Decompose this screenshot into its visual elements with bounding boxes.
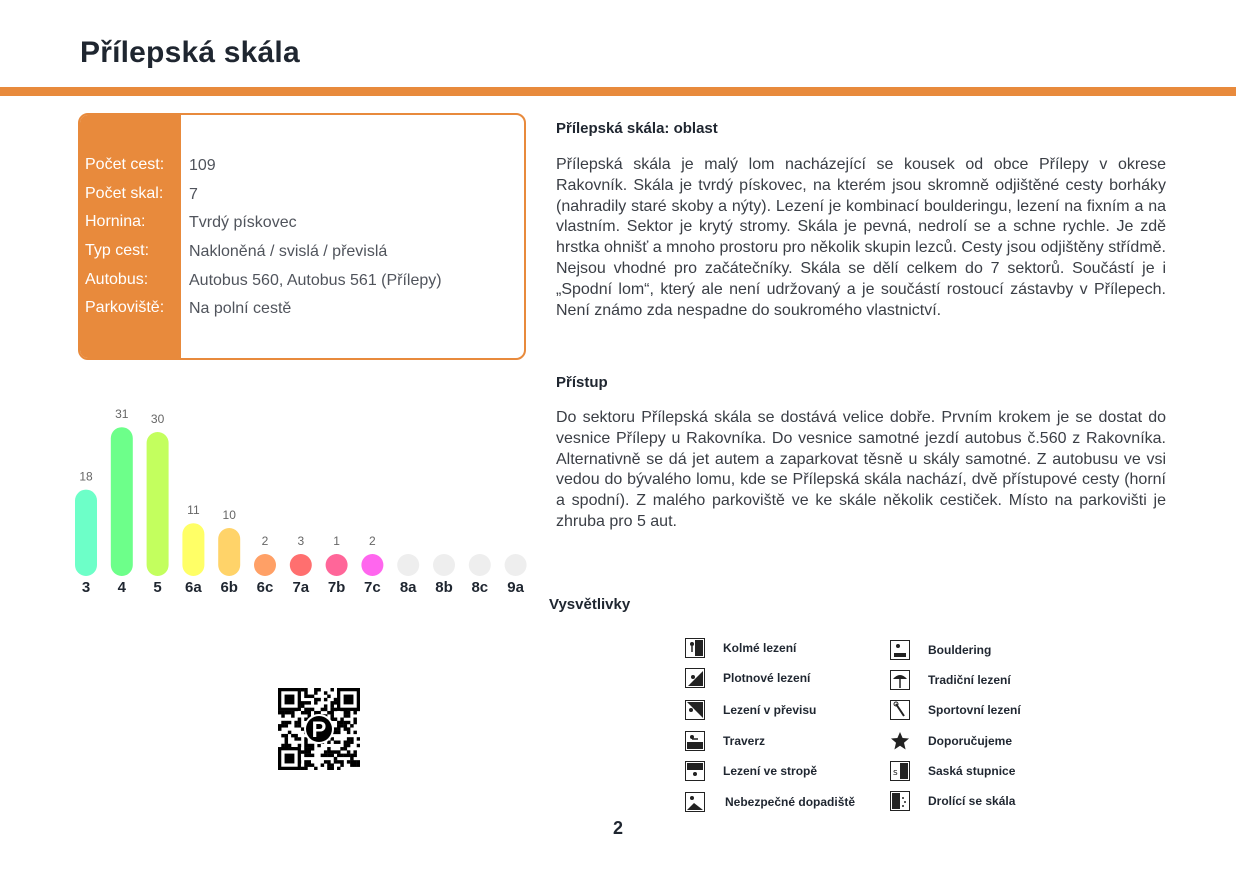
grade-tick-8a: 8a <box>399 579 417 596</box>
grade-bar-7a <box>290 554 312 576</box>
svg-text:s: s <box>893 768 898 778</box>
grade-tick-6b: 6b <box>220 579 238 596</box>
info-row-rock-type <box>80 213 524 237</box>
info-label: Hornina: <box>85 213 146 230</box>
grade-bar-8b <box>433 554 455 576</box>
slab-climbing-icon <box>685 668 705 688</box>
grade-bar-value-6c: 2 <box>261 534 269 548</box>
grade-tick-8b: 8b <box>435 579 453 596</box>
legend-label: Kolmé lezení <box>723 641 797 655</box>
traverse-icon <box>685 731 705 751</box>
header-rule <box>0 87 1236 96</box>
grade-tick-5: 5 <box>153 579 162 596</box>
crumbling-rock-icon <box>890 791 910 811</box>
info-value: 7 <box>189 186 198 203</box>
grade-bar-7b <box>326 554 348 576</box>
star-icon <box>890 731 910 751</box>
grade-bar-6c <box>254 554 276 576</box>
info-row-parking <box>80 299 524 323</box>
dangerous-landing-icon <box>685 792 705 812</box>
grade-distribution-chart <box>60 395 540 605</box>
vertical-climbing-icon <box>685 638 705 658</box>
grade-bar-3 <box>75 490 97 576</box>
sport-climbing-icon <box>890 700 910 720</box>
grade-bar-value-7b: 1 <box>333 534 340 548</box>
qr-code <box>278 688 360 770</box>
grade-bar-value-3: 18 <box>79 469 93 484</box>
area-description: Přílepská skála je malý lom nacházející se kousek od obce Přílepy v okrese Rakovník. Skála je tvrdý pískovec, na kterém jsou skromně odjištěné cesty borháky (nahradily staré skoby a nýty). Lezení je kombinací boulderingu, lezení na fixním a na vlastním. Sektor je krytý stromy. Skála je pevná, nedrolí se a schne rychle. Je zdě hrstka ohnišť a mnoho prostoru pro několik skupin lezců. Cesty jsou odjištěny střídmě. Nejsou vhodné pro začátečníky. Skála se dělí celkem do 7 sektorů. Součástí je i „Spodní lom“, který ale není udržovaný a je součástí rostoucí zástavby v Přílepech. Není známo zda nespadne do soukromého vlastnictví. <box>556 156 1166 319</box>
grade-bar-6b <box>218 528 240 576</box>
grade-bar-8c <box>469 554 491 576</box>
grade-tick-6a: 6a <box>185 579 202 596</box>
grade-tick-3: 3 <box>81 579 91 596</box>
grade-bar-value-6b: 10 <box>222 508 236 522</box>
grade-tick-7b: 7b <box>327 579 346 596</box>
legend-label: Lezení v převisu <box>723 703 817 717</box>
info-label: Počet cest: <box>85 156 165 173</box>
area-section <box>556 120 1166 321</box>
legend-heading: Vysvětlivky <box>549 596 631 613</box>
page-title: Přílepská skála <box>80 36 300 69</box>
saxon-scale-icon <box>890 761 910 781</box>
legend-label: Plotnové lezení <box>723 671 811 685</box>
access-section <box>556 374 1166 533</box>
legend-label: Nebezpečné dopadiště <box>725 795 856 809</box>
grade-bar-8a <box>397 554 419 576</box>
grade-bar-value-5: 30 <box>150 412 165 426</box>
roof-climbing-icon <box>685 761 705 781</box>
grade-tick-8c: 8c <box>471 579 489 596</box>
info-row-bus <box>80 271 524 295</box>
info-value: Na polní cestě <box>189 300 292 317</box>
info-row-rock-count <box>80 185 524 209</box>
grade-bar-6a <box>182 523 204 576</box>
grade-tick-9a: 9a <box>507 579 524 596</box>
legend-label: Doporučujeme <box>928 734 1013 748</box>
grade-tick-4: 4 <box>117 579 126 596</box>
grade-tick-7c: 7c <box>364 579 381 596</box>
info-card <box>78 113 526 360</box>
legend-label: Sportovní lezení <box>928 703 1021 717</box>
qr-center-letter: P <box>311 717 327 742</box>
grade-bar-value-7a: 3 <box>297 534 305 548</box>
access-description: Do sektoru Přílepská skála se dostává velice dobře. Prvním krokem je se dostat do vesnice Přílepy u Rakovníka. Do vesnice samotné jezdí autobus č.560 z Rakovníka. Alternativně se dá jet autem a zaparkovat těsně u skály samotné. Z autobusu ve vsi vedou do bývalého lomu, kde se Přílepská skála nachází, dvě přístupové cesty (horní a spodní). Z malého parkoviště ve ke skále několik cestiček. Místo na parkovišti je zhruba pro 5 aut. <box>556 409 1166 530</box>
info-value: 109 <box>189 157 216 174</box>
info-label: Typ cest: <box>85 242 150 259</box>
legend-label: Lezení ve stropě <box>723 764 818 778</box>
grade-bar-4 <box>111 427 133 576</box>
grade-bar-9a <box>505 554 527 576</box>
info-value: Autobus 560, Autobus 561 (Přílepy) <box>189 272 442 289</box>
grade-tick-7a: 7a <box>292 579 310 596</box>
access-heading: Přístup <box>556 374 608 391</box>
bouldering-icon <box>890 640 910 660</box>
info-value: Nakloněná / svislá / převislá <box>189 243 388 260</box>
area-heading: Přílepská skála: oblast <box>556 120 718 137</box>
grade-bar-7c <box>361 554 383 576</box>
grade-bar-value-6a: 11 <box>187 503 200 518</box>
info-label: Parkoviště: <box>85 299 165 316</box>
info-label: Počet skal: <box>85 185 164 202</box>
grade-chart-svg <box>60 395 540 605</box>
info-row-route-count <box>80 156 524 180</box>
grade-bar-value-7c: 2 <box>369 534 376 548</box>
page-number: 2 <box>612 818 623 838</box>
overhang-climbing-icon <box>685 700 705 720</box>
legend-label: Drolící se skála <box>928 794 1016 808</box>
legend-label: Traverz <box>723 734 766 748</box>
qr-code-svg <box>278 688 360 770</box>
grade-bar-5 <box>147 432 169 576</box>
info-row-route-type <box>80 242 524 266</box>
grade-bar-value-4: 31 <box>115 407 129 422</box>
legend-label: Saská stupnice <box>928 764 1016 778</box>
legend-label: Bouldering <box>928 643 992 657</box>
legend-label: Tradiční lezení <box>928 673 1011 687</box>
info-label: Autobus: <box>85 271 149 288</box>
traditional-climbing-icon <box>890 670 910 690</box>
grade-tick-6c: 6c <box>256 579 274 596</box>
info-value: Tvrdý pískovec <box>189 214 297 231</box>
